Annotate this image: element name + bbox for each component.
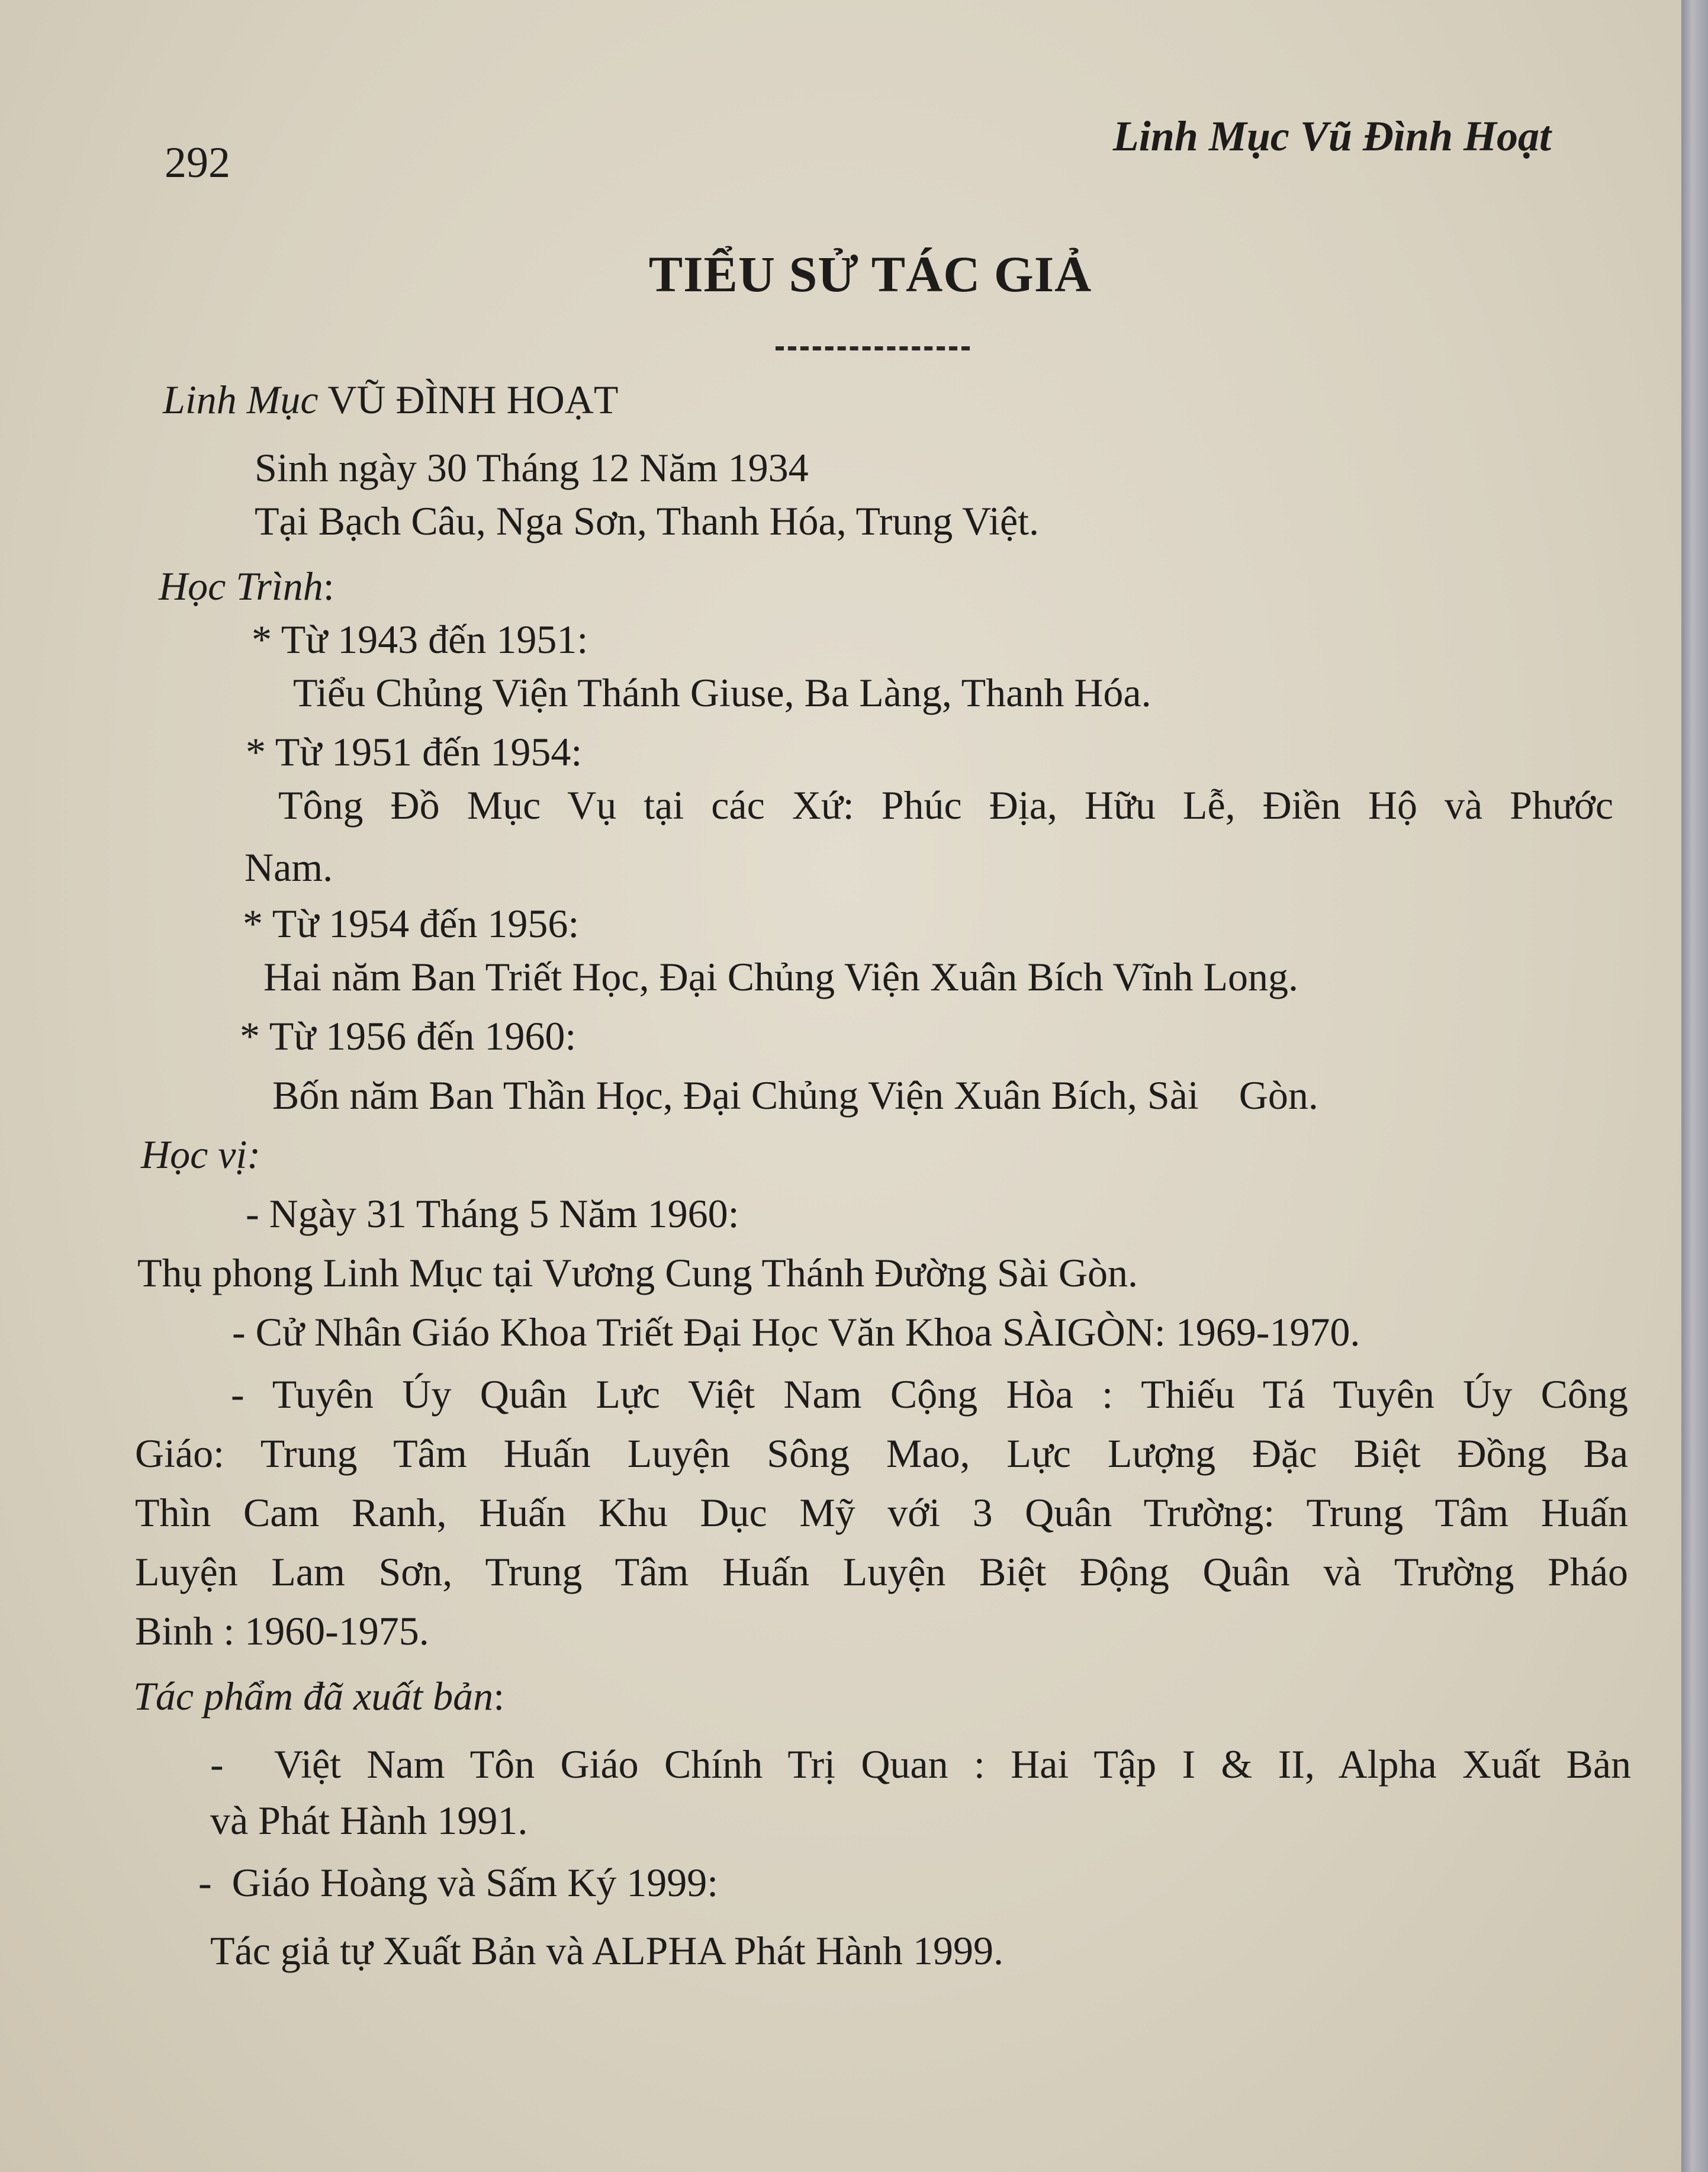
education-period-1: * Từ 1943 đến 1951:	[252, 617, 588, 662]
degrees-heading: Học vị:	[141, 1132, 261, 1177]
author-birth-place: Tại Bạch Câu, Nga Sơn, Thanh Hóa, Trung Việt.	[255, 498, 1040, 543]
ordination-date: - Ngày 31 Tháng 5 Năm 1960:	[246, 1191, 739, 1236]
publications-heading	[133, 1669, 504, 1723]
chaplain-line-3: Thìn Cam Ranh, Huấn Khu Dục Mỹ với 3 Quân Trường: Trung Tâm Huấn	[135, 1490, 1628, 1535]
education-desc-3: Hai năm Ban Triết Học, Đại Chủng Viện Xuân Bích Vĩnh Long.	[263, 954, 1299, 999]
education-desc-4: Bốn năm Ban Thần Học, Đại Chủng Viện Xuân Bích, Sài Gòn.	[272, 1073, 1318, 1118]
publications-heading-colon: :	[493, 1674, 505, 1719]
chaplain-line-4: Luyện Lam Sơn, Trung Tâm Huấn Luyện Biệt Động Quân và Trường Pháo	[135, 1549, 1628, 1594]
publication-1-line-2: và Phát Hành 1991.	[210, 1798, 528, 1843]
license-degree: - Cử Nhân Giáo Khoa Triết Đại Học Văn Khoa SÀIGÒN: 1969-1970.	[232, 1309, 1360, 1354]
running-title: Linh Mục Vũ Đình Hoạt	[1112, 112, 1551, 160]
education-desc-2-continued: Nam.	[245, 845, 333, 890]
education-period-2: * Từ 1951 đến 1954:	[246, 729, 583, 774]
education-period-3: * Từ 1954 đến 1956:	[243, 901, 580, 946]
title-divider	[776, 346, 970, 350]
education-heading	[159, 559, 334, 613]
chaplain-line-5: Binh : 1960-1975.	[135, 1608, 429, 1653]
author-name-line	[163, 373, 618, 426]
education-heading-text: Học Trình	[159, 564, 323, 609]
publication-2-line-1: - Giáo Hoàng và Sấm Ký 1999:	[198, 1860, 719, 1905]
chaplain-line-1: - Tuyên Úy Quân Lực Việt Nam Cộng Hòa : Thiếu Tá Tuyên Úy Công	[231, 1372, 1628, 1417]
book-spine-shadow	[1681, 0, 1708, 2172]
publication-1-line-1: - Việt Nam Tôn Giáo Chính Trị Quan : Hai Tập I & II, Alpha Xuất Bản	[210, 1742, 1631, 1787]
education-period-4: * Từ 1956 đến 1960:	[240, 1013, 577, 1058]
page-title: TIỂU SỬ TÁC GIẢ	[648, 246, 1092, 303]
page-number: 292	[165, 139, 230, 187]
ordination-desc: Thụ phong Linh Mục tại Vương Cung Thánh Đường Sài Gòn.	[137, 1250, 1138, 1295]
education-heading-colon: :	[323, 564, 334, 609]
author-prefix: Linh Mục	[163, 377, 319, 422]
publication-2-line-2: Tác giả tự Xuất Bản và ALPHA Phát Hành 1999.	[210, 1928, 1003, 1973]
publications-heading-text: Tác phẩm đã xuất bản	[133, 1674, 494, 1719]
education-desc-1: Tiểu Chủng Viện Thánh Giuse, Ba Làng, Thanh Hóa.	[293, 670, 1151, 715]
education-desc-2: Tông Đồ Mục Vụ tại các Xứ: Phúc Địa, Hữu Lễ, Điền Hộ và Phước	[278, 783, 1613, 828]
author-name: VŨ ĐÌNH HOẠT	[327, 377, 619, 422]
author-birth-date: Sinh ngày 30 Tháng 12 Năm 1934	[255, 445, 809, 490]
chaplain-line-2: Giáo: Trung Tâm Huấn Luyện Sông Mao, Lực Lượng Đặc Biệt Đồng Ba	[135, 1431, 1628, 1476]
